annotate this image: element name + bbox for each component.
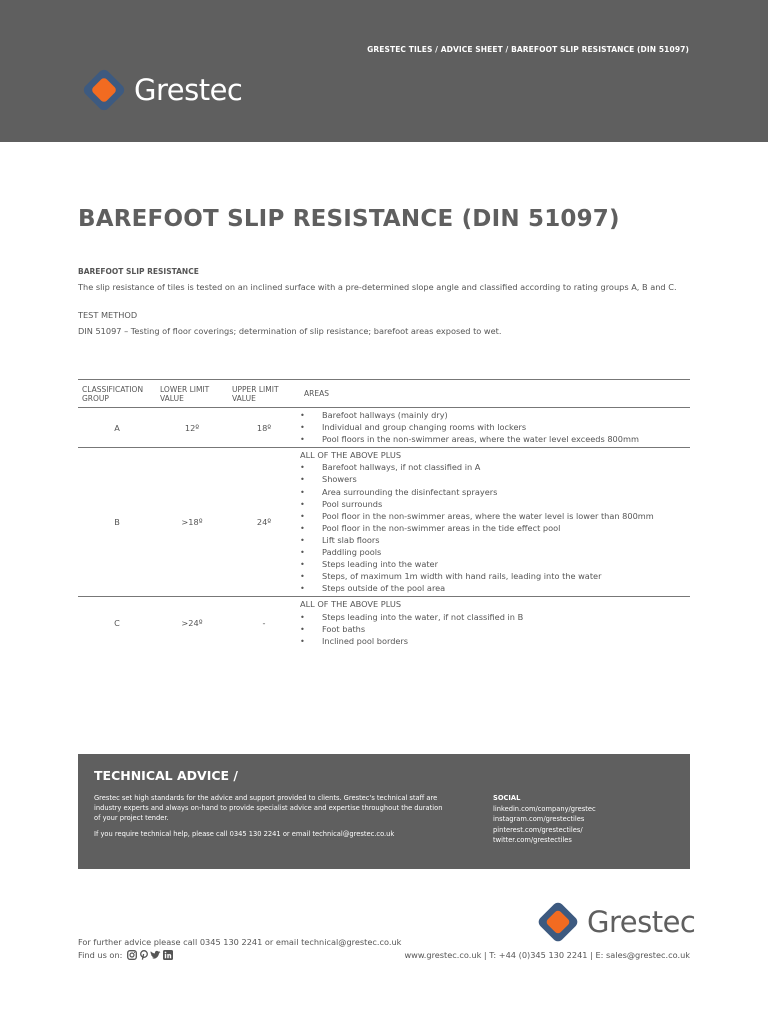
area-item: • Barefoot hallways (mainly dry) — [300, 410, 448, 420]
page-title: BAREFOOT SLIP RESISTANCE (DIN 51097) — [78, 206, 620, 232]
social-link-instagram[interactable]: instagram.com/grestectiles — [493, 815, 585, 824]
find-us — [78, 949, 173, 960]
all-above-plus: ALL OF THE ABOVE PLUS — [300, 450, 402, 461]
lower-limit-value: 12º — [156, 408, 228, 448]
header-upper-limit: UPPER LIMIT VALUE — [228, 380, 300, 408]
area-item: • Individual and group changing rooms with lockers — [300, 422, 527, 433]
header-band — [0, 0, 768, 142]
test-method-text: DIN 51097 – Testing of floor coverings; determination of slip resistance; barefoot areas exposed to wet. — [78, 326, 502, 336]
area-item: • Barefoot hallways, if not classified in A — [300, 462, 481, 473]
classification-table — [78, 379, 690, 649]
area-item: • Lift slab floors — [300, 534, 380, 545]
social-link-linkedin[interactable]: linkedin.com/company/grestec — [493, 804, 596, 813]
area-item: • Foot baths — [300, 623, 366, 634]
intro-text: The slip resistance of tiles is tested on an inclined surface with a pre-determined slope angle and classified according to rating groups A, B and C. — [78, 282, 677, 292]
further-advice-text: For further advice please call 0345 130 2241 or email technical@grestec.co.uk — [78, 937, 402, 947]
logo-wordmark: Grestec — [587, 905, 696, 939]
twitter-icon[interactable] — [150, 949, 161, 960]
social-link-pinterest[interactable]: pinterest.com/grestectiles/ — [493, 825, 583, 834]
area-item: • Showers — [300, 474, 357, 485]
area-item: • Pool surrounds — [300, 498, 383, 509]
test-method-heading: TEST METHOD — [78, 310, 138, 320]
area-item: • Steps outside of the pool area — [300, 583, 446, 594]
group-value: B — [78, 448, 156, 597]
area-item: • Steps, of maximum 1m width with hand rails, leading into the water — [300, 571, 602, 582]
area-item: • Inclined pool borders — [300, 635, 409, 646]
area-item: • Pool floors in the non-swimmer areas, where the water level exceeds 800mm — [300, 434, 639, 445]
technical-help-text: If you require technical help, please call 0345 130 2241 or email technical@grestec.co.uk — [94, 830, 395, 838]
header-classification-group: CLASSIFICATION GROUP — [78, 380, 156, 408]
instagram-icon[interactable] — [126, 949, 137, 960]
social-icons — [126, 949, 173, 960]
upper-limit-value: 18º — [228, 408, 300, 448]
lower-limit-value: >24º — [181, 618, 203, 629]
grestec-logo[interactable] — [80, 66, 242, 114]
area-item: • Paddling pools — [300, 547, 382, 558]
area-item: • Pool floor in the non-swimmer areas in the tide effect pool — [300, 522, 561, 533]
all-above-plus: ALL OF THE ABOVE PLUS — [300, 599, 402, 610]
lower-limit-value: >18º — [156, 448, 228, 597]
upper-limit-value: 24º — [228, 448, 300, 597]
area-item: • Pool floor in the non-swimmer areas, where the water level is lower than 800mm — [300, 510, 654, 521]
logo-wordmark: Grestec — [134, 73, 243, 107]
areas-cell — [300, 597, 690, 649]
group-value: A — [78, 408, 156, 448]
find-us-label: Find us on: — [78, 949, 123, 960]
grestec-logo-icon — [535, 899, 581, 945]
table-row-b — [78, 448, 690, 597]
technical-advice-text: Grestec set high standards for the advice and support provided to clients. Grestec's technical staff are industry experts and always on-hand to provide specialist advice and expertise throughout the duration of your project tender. — [94, 794, 443, 823]
table-row-a — [78, 408, 690, 448]
breadcrumb: GRESTEC TILES / ADVICE SHEET / BAREFOOT SLIP RESISTANCE (DIN 51097) — [367, 45, 689, 54]
technical-advice-box — [78, 754, 690, 869]
social-list — [493, 793, 596, 846]
table-header-row — [78, 380, 690, 408]
header-areas: AREAS — [300, 380, 690, 408]
area-item: • Steps leading into the water — [300, 559, 438, 570]
pinterest-icon[interactable] — [138, 949, 149, 960]
social-heading: SOCIAL — [493, 794, 521, 802]
table-row-c — [78, 597, 690, 649]
area-item: • Steps leading into the water, if not classified in B — [300, 611, 524, 622]
group-value: C — [114, 618, 120, 629]
social-link-twitter[interactable]: twitter.com/grestectiles — [493, 836, 572, 845]
contact-details: www.grestec.co.uk | T: +44 (0)345 130 2241 | E: sales@grestec.co.uk — [404, 950, 690, 960]
grestec-logo-icon — [80, 66, 128, 114]
area-item: • Area surrounding the disinfectant sprayers — [300, 486, 498, 497]
header-lower-limit: LOWER LIMIT VALUE — [156, 380, 228, 408]
upper-limit-value: - — [262, 618, 266, 629]
linkedin-icon[interactable] — [162, 949, 173, 960]
technical-advice-title: TECHNICAL ADVICE / — [94, 768, 238, 783]
areas-cell — [300, 408, 690, 448]
footer-grestec-logo[interactable] — [535, 899, 695, 945]
intro-heading: BAREFOOT SLIP RESISTANCE — [78, 267, 199, 276]
areas-cell — [300, 448, 690, 597]
